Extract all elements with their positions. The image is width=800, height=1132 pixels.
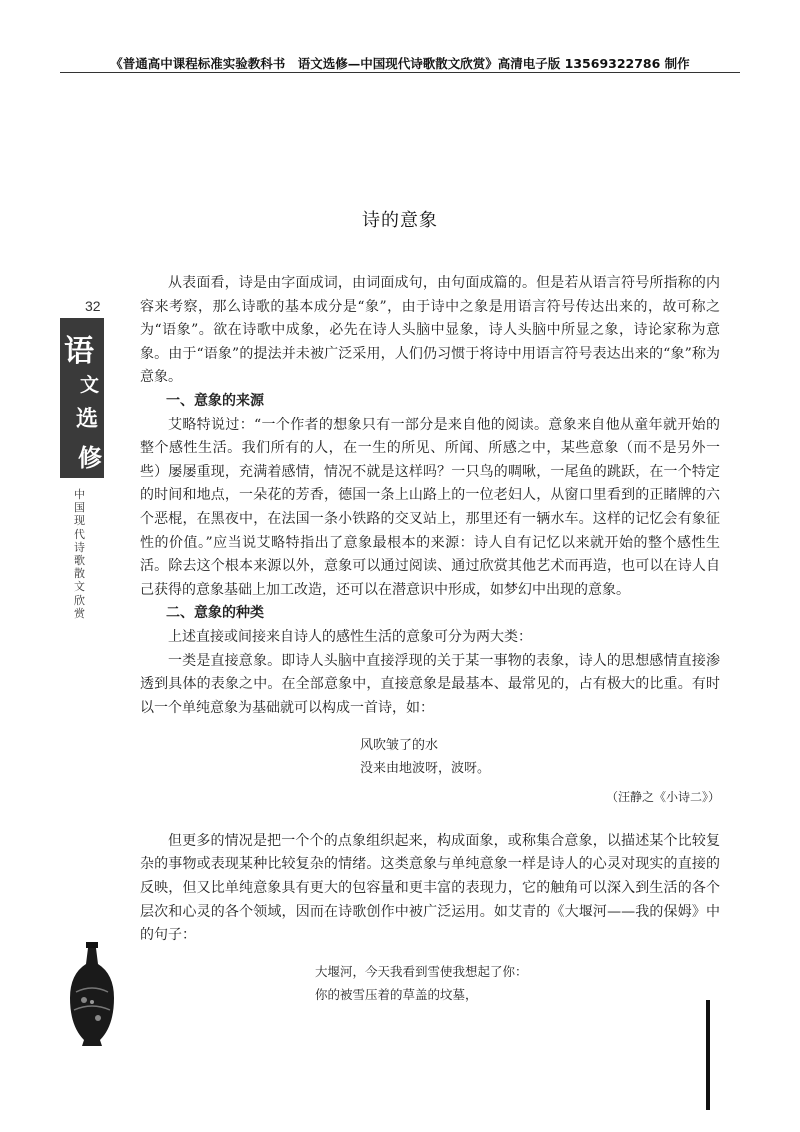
scan-edge-mark [706,1000,710,1110]
paragraph: 上述直接或间接来自诗人的感性生活的意象可分为两大类： [168,628,532,645]
poem-line: 没来由地波呀，波呀。 [360,761,491,777]
banner-char-3: 选 [76,406,99,432]
section-heading: 二、意象的种类 [166,605,264,622]
paragraph: 一类是直接意象。即诗人头脑中直接浮现的关于某一事物的表象，诗人的思想感情直接渗透到具体的表象之中。在全部意象中，直接意象是最基本、最常见的，占有极大的比重。有时以一个单纯意象为基础就可以构成一首诗，如： [140,652,720,716]
paragraph: 但更多的情况是把一个个的点象组织起来，构成面象，或称集合意象，以描述某个比较复杂的事物或表现某种比较复杂的情绪。这类意象与单纯意象一样是诗人的心灵对现实的直接的反映，但又比单纯意象具有更大的包容量和更丰富的表现力，它的触角可以深入到生活的各个层次和心灵的各个领域，因而在诗歌创作中被广泛运用。如艾青的《大堰河——我的保姆》中的句子： [140,832,720,944]
side-vertical-title: 中国现代诗歌散文欣赏 [74,488,85,620]
paragraph: 从表面看，诗是由字面成词，由词面成句，由句面成篇的。但是若从语言符号所指称的内容来考察，那么诗歌的基本成分是“象”，由于诗中之象是用语言符号传达出来的，故可称之为“语象”。欲在诗歌中成象，必先在诗人头脑中显象，诗人头脑中所显之象，诗论家称为意象。由于“语象”的提法并未被广泛采用，人们仍习惯于将诗中用语言符号表达出来的“象”称为意象。 [140,275,720,386]
poem-citation: （汪静之《小诗二》） [605,790,720,805]
poem-line: 风吹皱了的水 [360,738,439,754]
paragraph: 艾略特说过：“一个作者的想象只有一部分是来自他的阅读。意象来自他从童年就开始的整个感性生活。我们所有的人，在一生的所见、所闻、所感之中，某些意象（而不是另外一些）屡屡重现，充满着感情，情况不就是这样吗？一只鸟的啁啾，一尾鱼的跳跃，在一个特定的时间和地点，一朵花的芳香，德国一条上山路上的一位老妇人，从窗口里看到的正睹牌的六个恶棍，在黑夜中，在法国一条小铁路的交叉站上，那里还有一辆水车。这样的记忆会有象征性的价值。”应当说艾略特指出了意象最根本的来源：诗人自有记忆以来就开始的整个感性生活。除去这个根本来源以外，意象可以通过阅读、通过欣赏其他艺术而再造，也可以在诗人自己获得的意象基础上加工改造，还可以在潜意识中形成，如梦幻中出现的意象。 [140,416,720,598]
header-rule [60,72,740,73]
banner-char-2: 文 [80,374,100,396]
section-heading: 一、意象的来源 [166,392,264,409]
page-number: 32 [85,298,101,314]
article-body [140,272,720,1006]
running-header: 《普通高中课程标准实验教科书 语文选修—中国现代诗歌散文欣赏》高清电子版 13569322786 制作 [110,56,690,71]
side-banner [60,318,104,478]
poem-quote [140,960,720,1006]
banner-char-4: 修 [78,443,102,472]
page-title: 诗的意象 [362,210,438,231]
poem-line: 你的被雪压着的草盖的坟墓， [315,986,478,1002]
banner-char-1: 语 [64,334,94,369]
poem-line: 大堰河，今天我看到雪使我想起了你： [315,963,528,979]
poem-quote [140,734,720,780]
vase-illustration [62,940,122,1050]
